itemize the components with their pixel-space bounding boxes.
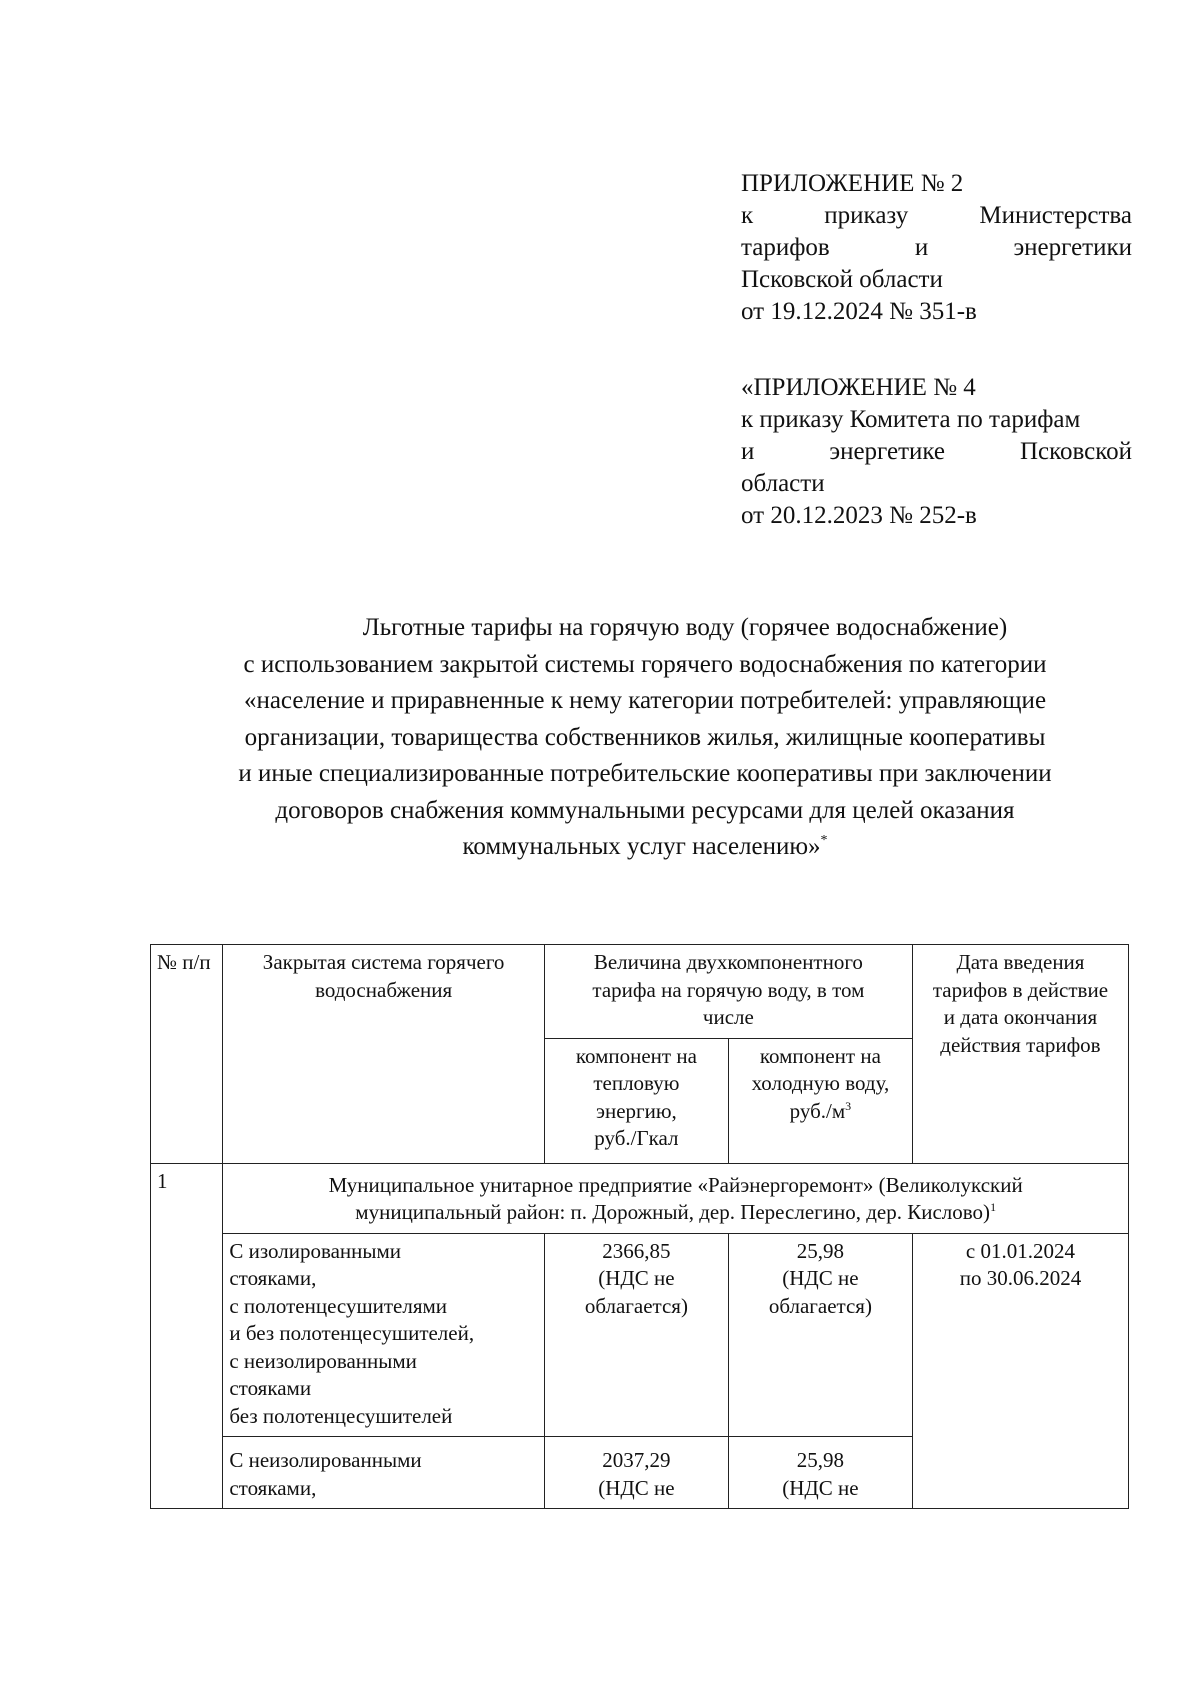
annex-2-line-2: тарифов и энергетики xyxy=(741,234,1133,261)
annex-4-header xyxy=(741,372,1132,532)
title-line-6: договоров снабжения коммунальными ресурсами для целей оказания xyxy=(275,796,1015,824)
annex-2-header xyxy=(741,168,1132,328)
annex-4-line-2: и энергетике Псковской xyxy=(741,438,1132,465)
header-dates: Дата введения тарифов в действие и дата окончания действия тарифов xyxy=(912,945,1128,1164)
group-num: 1 xyxy=(151,1163,223,1509)
row-1-thermal-value: 2366,85 (НДС не облагается) xyxy=(544,1233,728,1437)
row-2-thermal-value: 2037,29 (НДС не xyxy=(544,1437,728,1509)
table-header-row xyxy=(151,945,1129,1039)
row-2-cold-water-value: 25,98 (НДС не xyxy=(728,1437,912,1509)
row-2-description: С неизолированными стояками, xyxy=(223,1437,545,1509)
row-1-description: С изолированными стояками, с полотенцесушителями и без полотенцесушителей, с неизолированными стояками без полотенцесушителей xyxy=(223,1233,545,1437)
row-dates: с 01.01.2024 по 30.06.2024 xyxy=(912,1233,1128,1509)
tariff-table xyxy=(150,944,1129,1509)
table-row xyxy=(151,1233,1129,1437)
annex-2-order-date: от 19.12.2024 № 351-в xyxy=(741,298,977,325)
title-footnote-mark: * xyxy=(820,833,828,848)
row-1-cold-water-value: 25,98 (НДС не облагается) xyxy=(728,1233,912,1437)
title-line-5: и иные специализированные потребительские кооперативы при заключении xyxy=(238,760,1052,787)
group-organization: Муниципальное унитарное предприятие «Райэнергоремонт» (Великолукский муниципальный район: п. Дорожный, дер. Переслегино, дер. Кислово)$^1$ xyxy=(223,1163,1129,1233)
annex-4-title: «ПРИЛОЖЕНИЕ № 4 xyxy=(741,374,976,401)
annex-2-line-1: к приказу Министерства xyxy=(741,202,1132,229)
table-group-row xyxy=(151,1163,1129,1233)
annex-2-title: ПРИЛОЖЕНИЕ № 2 xyxy=(741,170,964,197)
header-tariff: Величина двухкомпонентного тарифа на горячую воду, в том числе xyxy=(544,945,912,1039)
annex-4-line-1: к приказу Комитета по тарифам xyxy=(741,406,1081,433)
annex-4-order-date: от 20.12.2023 № 252-в xyxy=(741,502,977,529)
header-system: Закрытая система горячего водоснабжения xyxy=(223,945,545,1164)
annex-4-line-3: области xyxy=(741,470,825,497)
title-line-3: «население и приравненные к нему категории потребителей: управляющие xyxy=(243,687,1047,714)
title-line-2: с использованием закрытой системы горячего водоснабжения по категории xyxy=(243,650,1047,678)
title-line-7: коммунальных услуг населению»* xyxy=(462,833,828,860)
document-title xyxy=(150,610,1140,866)
header-thermal-component: компонент на тепловую энергию, руб./Гкал xyxy=(544,1038,728,1163)
annex-2-line-3: Псковской области xyxy=(741,266,943,293)
title-line-1: Льготные тарифы на горячую воду (горячее водоснабжение) xyxy=(362,614,1008,641)
header-num: № п/п xyxy=(151,945,223,1164)
title-line-4: организации, товарищества собственников жилья, жилищные кооперативы xyxy=(244,723,1046,751)
header-cold-water-component: компонент на холодную воду, $руб./м^3$ xyxy=(728,1038,912,1163)
